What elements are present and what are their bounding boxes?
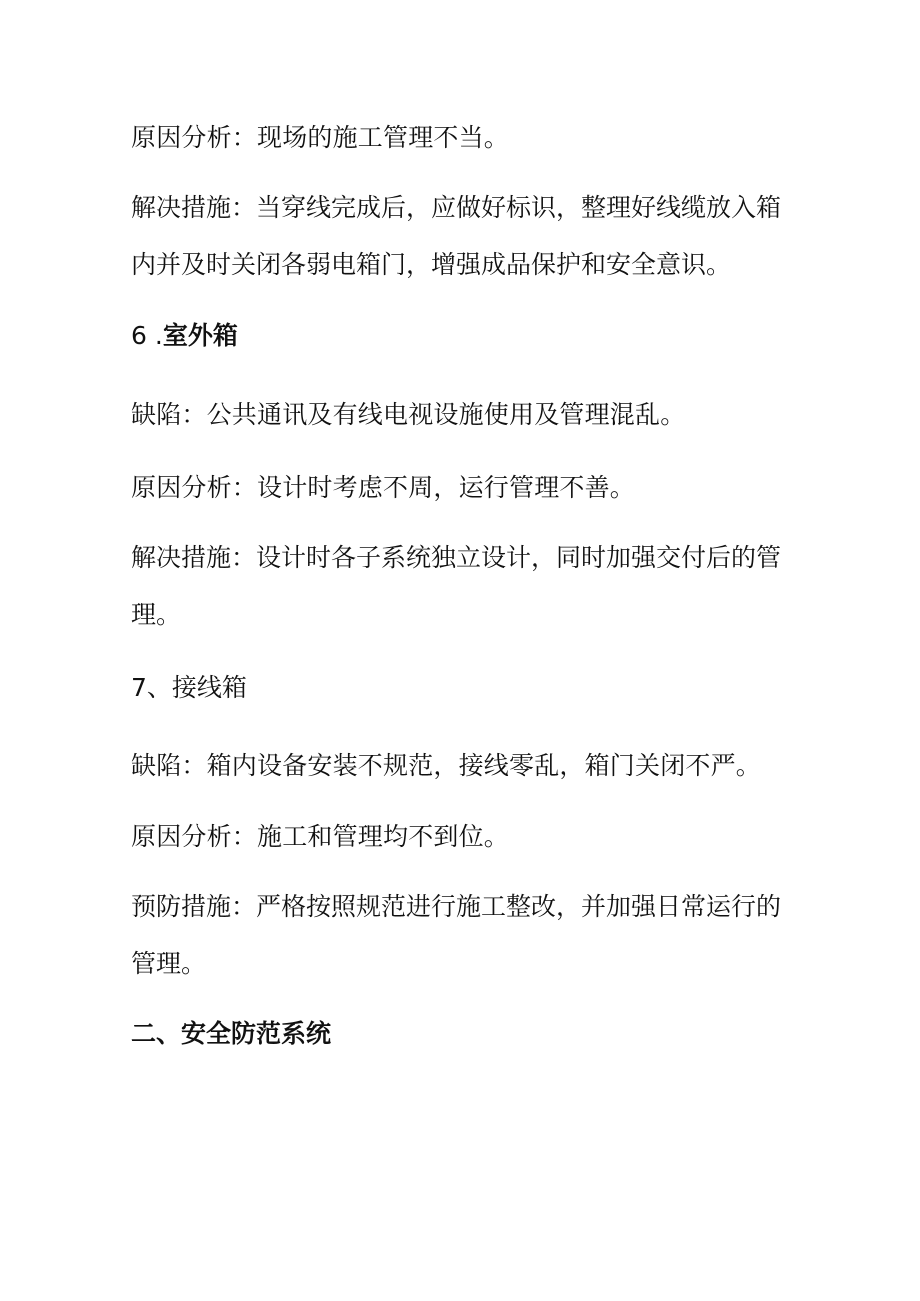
prevention-line-1: 预防措施：严格按照规范进行施工整改，并加强日常运行的 [131, 892, 782, 921]
prevention-paragraph [131, 889, 791, 981]
solution-line-2: 内并及时关闭各弱电箱门，增强成品保护和安全意识。 [131, 250, 732, 279]
solution-paragraph [131, 190, 791, 282]
heading-title: 室外箱 [162, 321, 238, 350]
heading-outdoor-box [131, 318, 238, 353]
solution-line-2: 理。 [131, 600, 182, 629]
heading-junction-box: 7、接线箱 [131, 673, 247, 702]
cause-analysis-paragraph: 原因分析：现场的施工管理不当。 [131, 123, 510, 152]
solution-line-1: 解决措施：当穿线完成后，应做好标识，整理好线缆放入箱 [131, 193, 782, 222]
cause-analysis-paragraph: 原因分析：设计时考虑不周，运行管理不善。 [131, 473, 636, 502]
defect-paragraph: 缺陷：箱内设备安装不规范，接线零乱，箱门关闭不严。 [131, 751, 762, 780]
solution-paragraph [131, 540, 791, 632]
prevention-line-2: 管理。 [131, 949, 207, 978]
section-heading-security-system: 二、安全防范系统 [131, 1019, 332, 1048]
defect-paragraph: 缺陷：公共通讯及有线电视设施使用及管理混乱。 [131, 400, 686, 429]
heading-number: 6 . [131, 321, 163, 350]
solution-line-1: 解决措施：设计时各子系统独立设计，同时加强交付后的管 [131, 543, 782, 572]
cause-analysis-paragraph: 原因分析：施工和管理均不到位。 [131, 822, 510, 851]
